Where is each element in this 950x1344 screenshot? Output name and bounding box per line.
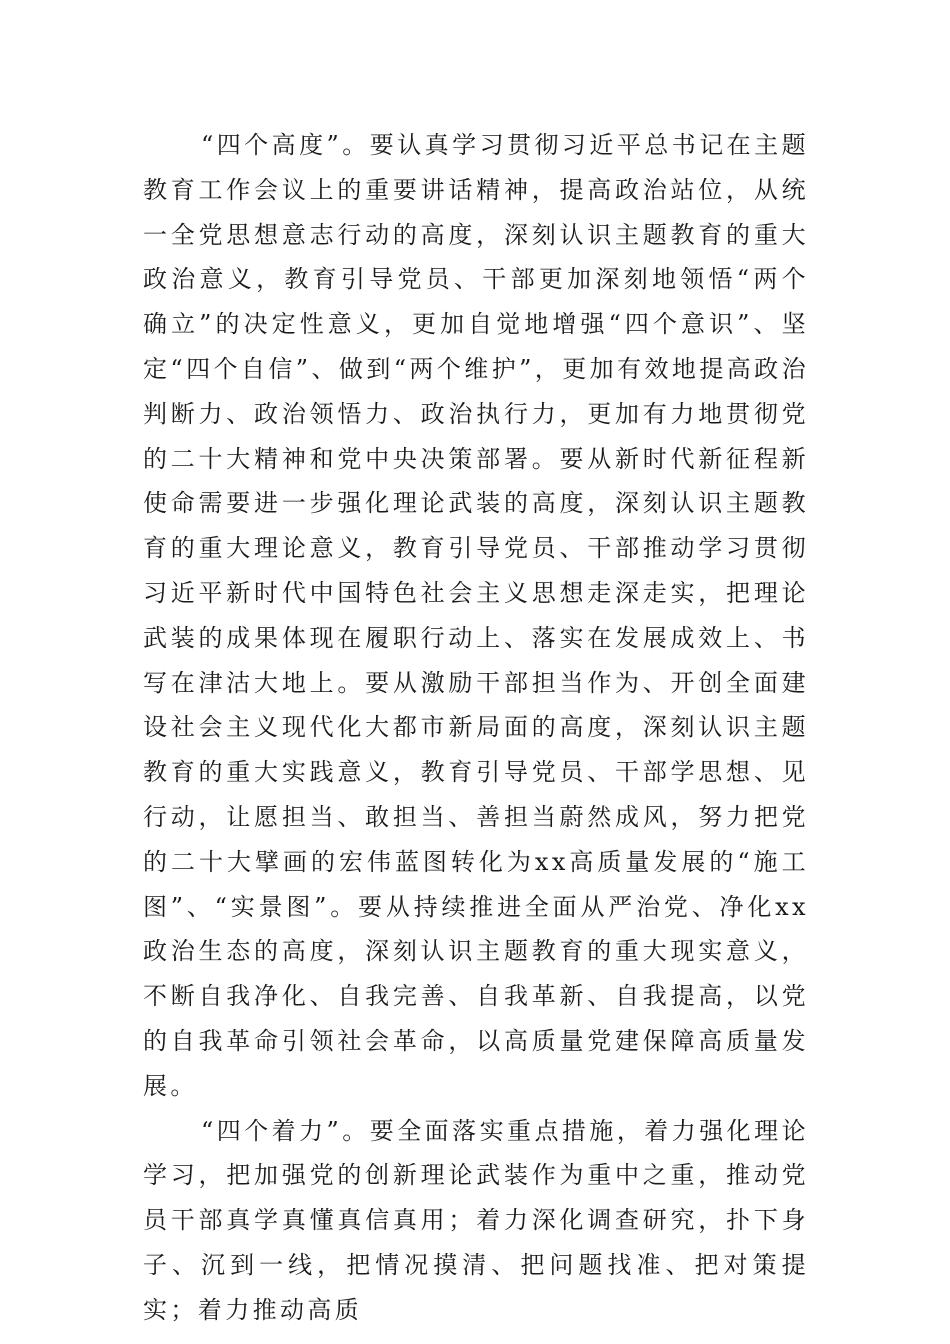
paragraph-four-heights: “四个高度”。要认真学习贯彻习近平总书记在主题教育工作会议上的重要讲话精神，提高政治站位，从统一全党思想意志行动的高度，深刻认识主题教育的重大政治意义，教育引导党员、干部更加深刻地领悟“两个确立”的决定性意义，更加自觉地增强“四个意识”、坚定“四个自信”、做到“两个维护”，更加有效地提高政治判断力、政治领悟力、政治执行力，更加有力地贯彻党的二十大精神和党中央决策部署。要从新时代新征程新使命需要进一步强化理论武装的高度，深刻认识主题教育的重大理论意义，教育引导党员、干部推动学习贯彻习近平新时代中国特色社会主义思想走深走实，把理论武装的成果体现在履职行动上、落实在发展成效上、书写在津沽大地上。要从激励干部担当作为、开创全面建设社会主义现代化大都市新局面的高度，深刻认识主题教育的重大实践意义，教育引导党员、干部学思想、见行动，让愿担当、敢担当、善担当蔚然成风，努力把党的二十大擘画的宏伟蓝图转化为xx高质量发展的“施工图”、“实景图”。要从持续推进全面从严治党、净化xx政治生态的高度，深刻认识主题教育的重大现实意义，不断自我净化、自我完善、自我革新、自我提高，以党的自我革命引领社会革命，以高质量党建保障高质量发展。 (143, 131, 809, 1100)
document-body (143, 123, 809, 1333)
paragraph-four-efforts: “四个着力”。要全面落实重点措施，着力强化理论学习，把加强党的创新理论武装作为重中之重，推动党员干部真学真懂真信真用；着力深化调查研究，扑下身子、沉到一线，把情况摸清、把问题找准、把对策提实；着力推动高质 (143, 1116, 809, 1324)
